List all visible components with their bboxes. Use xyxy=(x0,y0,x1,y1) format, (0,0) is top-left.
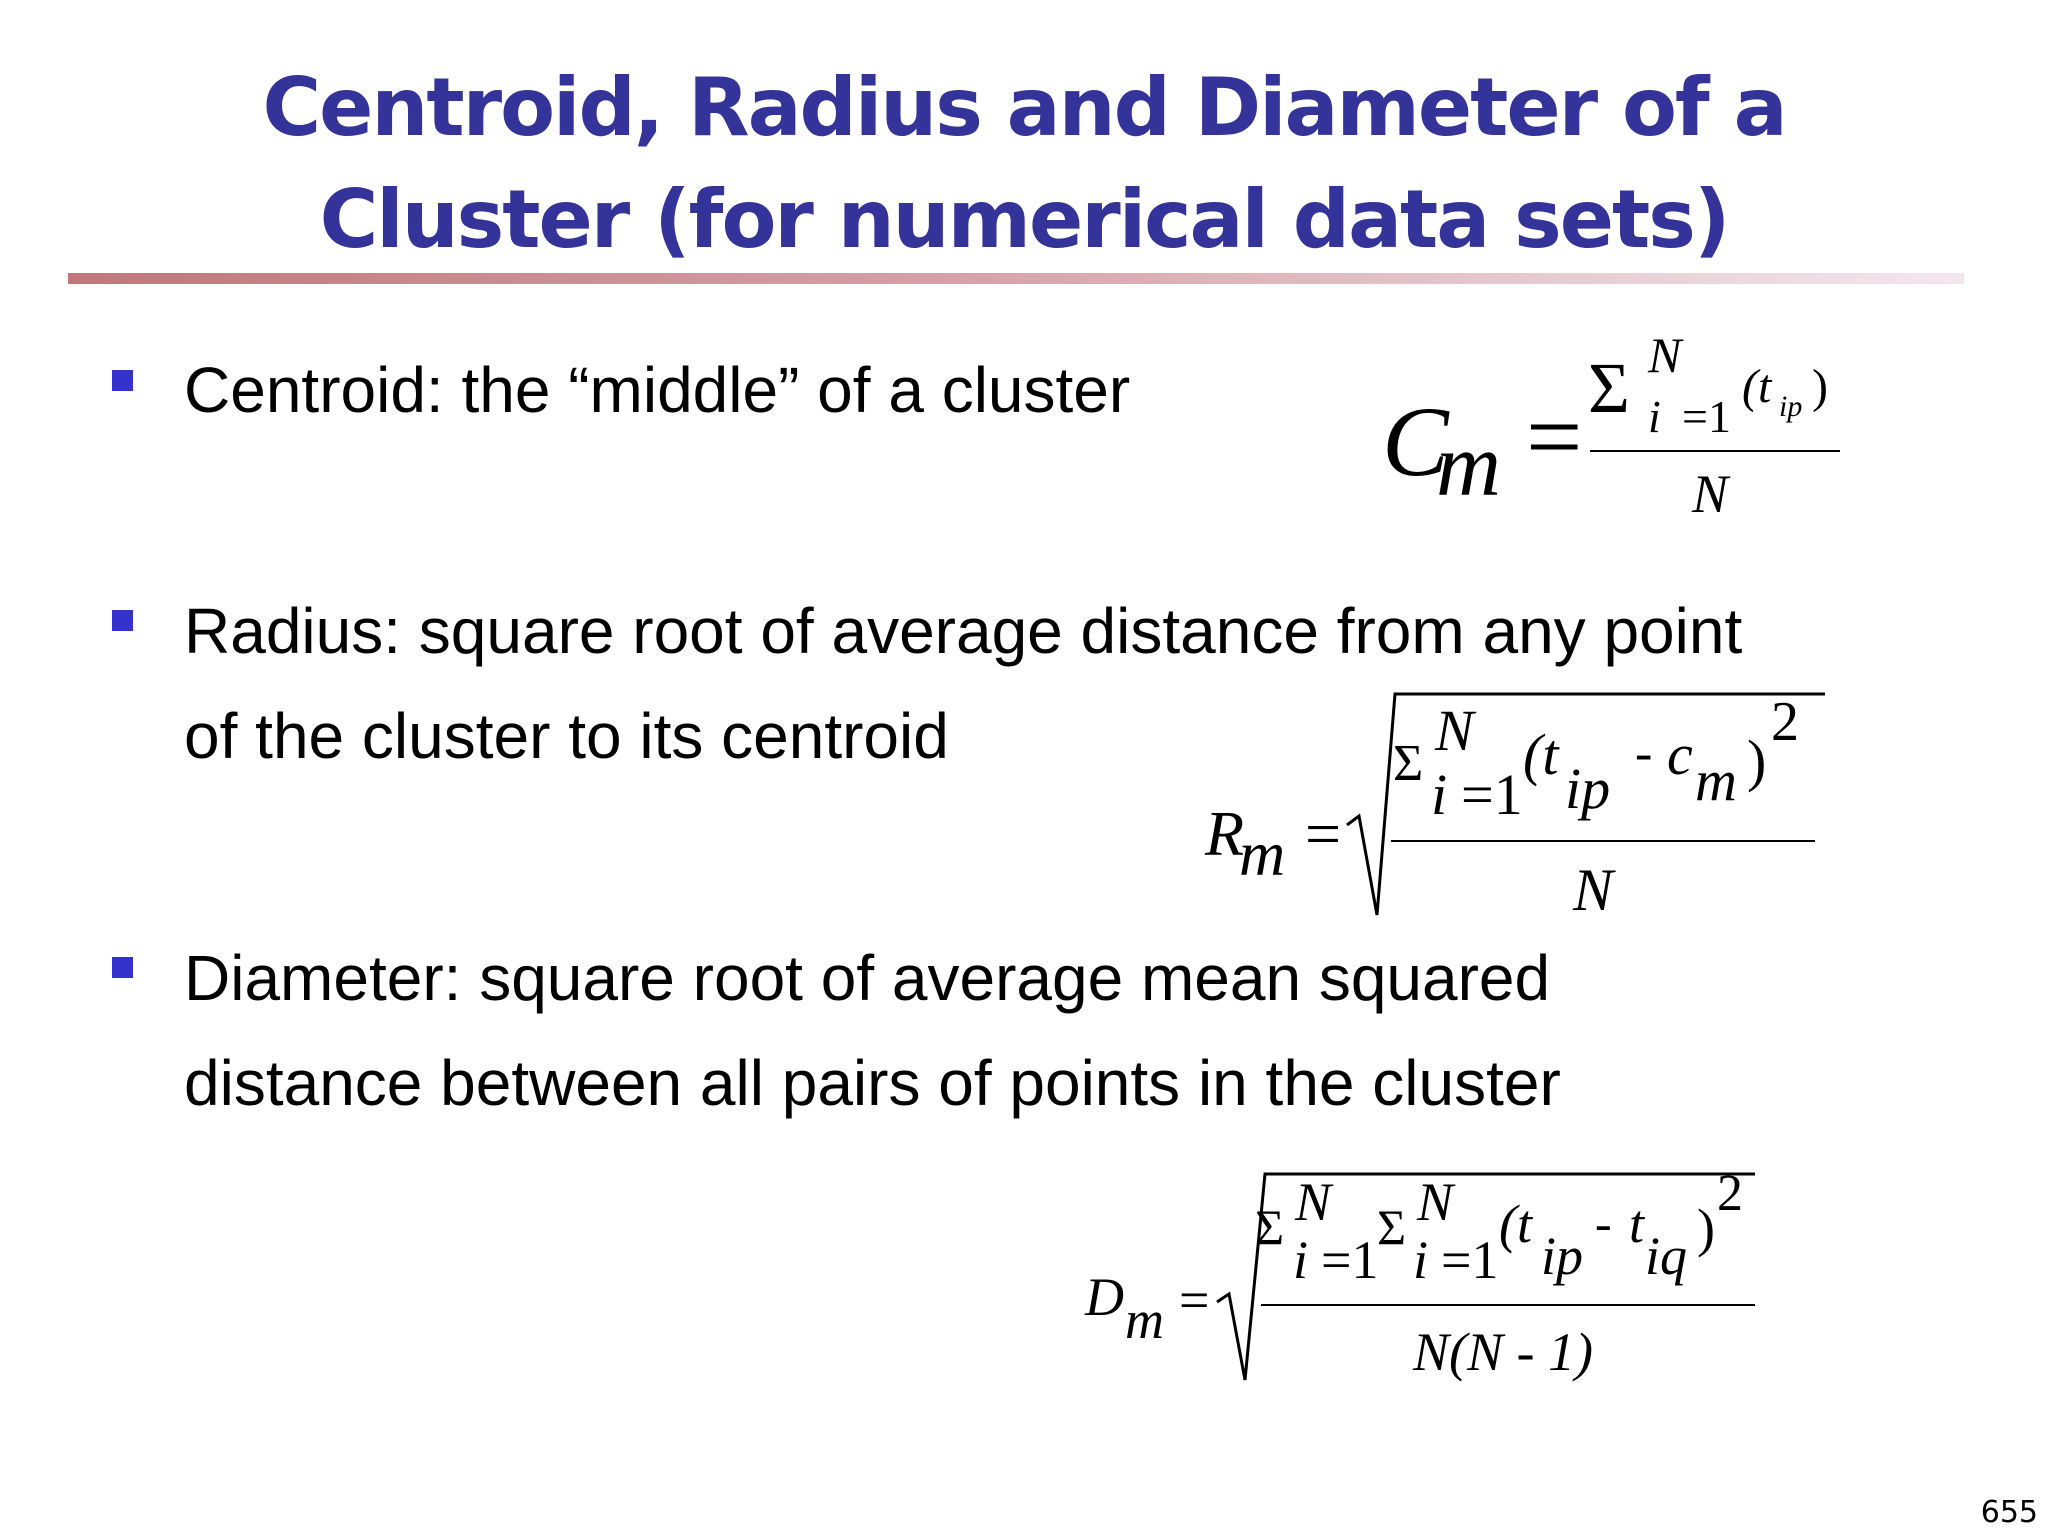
centroid-term: (t xyxy=(1742,360,1772,413)
radius-close: ) xyxy=(1747,728,1767,793)
radius-term-open: (t xyxy=(1523,722,1559,787)
diameter-lhs-d: D xyxy=(1085,1267,1124,1327)
diameter-lower-1-i: i xyxy=(1293,1230,1309,1290)
diameter-sub-iq: iq xyxy=(1645,1226,1688,1286)
bullet-centroid-line-1: Centroid: the “middle” of a cluster xyxy=(184,354,1131,426)
diameter-sub-ip: ip xyxy=(1541,1226,1584,1286)
bullet-diameter-line-2: distance between all pairs of points in the cluster xyxy=(184,1047,1561,1119)
radius-lhs-sub: m xyxy=(1239,818,1286,889)
centroid-lhs-sub: m xyxy=(1436,416,1501,515)
bullet-marker-diameter xyxy=(112,957,133,978)
centroid-formula xyxy=(1370,327,1850,524)
diameter-power: 2 xyxy=(1717,1165,1743,1222)
diameter-denominator: N(N - 1) xyxy=(1413,1322,1593,1382)
diameter-lhs-sub: m xyxy=(1125,1290,1164,1350)
centroid-sigma: Σ xyxy=(1588,348,1630,428)
diameter-lower-1-eq1: =1 xyxy=(1321,1230,1379,1290)
radius-c: c xyxy=(1667,722,1693,787)
radius-equals: = xyxy=(1305,798,1342,869)
radius-upper-n: N xyxy=(1435,698,1474,763)
diameter-term-open: (t xyxy=(1499,1194,1532,1254)
radius-formula-svg xyxy=(1195,690,1835,930)
radius-lower-eq1: =1 xyxy=(1461,762,1523,827)
diameter-minus: - xyxy=(1595,1195,1612,1251)
radius-sigma: Σ xyxy=(1393,735,1424,792)
radius-minus: - xyxy=(1635,725,1653,782)
centroid-equals: = xyxy=(1526,381,1583,492)
title-line-2: Cluster (for numerical data sets) xyxy=(319,173,1729,266)
bullet-centroid xyxy=(184,338,1130,443)
diameter-upper-1: N xyxy=(1295,1172,1332,1232)
diameter-sigma-1: Σ xyxy=(1255,1199,1285,1255)
bullet-marker-radius xyxy=(112,610,133,631)
centroid-lhs-c: C xyxy=(1382,386,1449,497)
centroid-term-close: ) xyxy=(1812,360,1828,413)
radius-lhs-r: R xyxy=(1205,798,1245,869)
centroid-term-sub: ip xyxy=(1779,390,1803,423)
diameter-formula xyxy=(1075,1165,1775,1390)
title-line-1: Centroid, Radius and Diameter of a xyxy=(262,61,1786,154)
centroid-lower-eq1: =1 xyxy=(1682,391,1731,442)
radius-denominator: N xyxy=(1573,857,1614,923)
centroid-upper-n: N xyxy=(1648,327,1682,383)
diameter-close: ) xyxy=(1697,1198,1715,1258)
diameter-lower-2-eq1: =1 xyxy=(1441,1230,1499,1290)
centroid-denominator: N xyxy=(1692,464,1729,524)
radius-formula xyxy=(1195,690,1835,930)
radius-sub-m: m xyxy=(1695,748,1737,813)
radius-sub-ip: ip xyxy=(1565,756,1611,821)
diameter-formula-svg xyxy=(1075,1165,1775,1390)
radius-lower-i: i xyxy=(1431,762,1448,827)
title-divider xyxy=(68,273,1964,284)
bullet-radius-line-2: of the cluster to its centroid xyxy=(184,700,949,772)
diameter-t2: t xyxy=(1629,1194,1645,1254)
bullet-diameter xyxy=(184,926,1561,1136)
diameter-equals: = xyxy=(1179,1270,1210,1330)
bullet-diameter-line-1: Diameter: square root of average mean squared xyxy=(184,942,1551,1014)
diameter-lower-2-i: i xyxy=(1413,1230,1429,1290)
bullet-marker-centroid xyxy=(112,370,133,391)
centroid-lower-i: i xyxy=(1648,391,1661,442)
slide-title xyxy=(0,52,2048,276)
page-number: 655 xyxy=(1980,1495,2038,1530)
centroid-formula-svg xyxy=(1370,327,1850,524)
diameter-upper-2: N xyxy=(1417,1172,1454,1232)
diameter-sigma-2: Σ xyxy=(1377,1199,1407,1255)
radius-power: 2 xyxy=(1771,691,1799,753)
bullet-radius-line-1: Radius: square root of average distance from any point xyxy=(184,595,1743,667)
